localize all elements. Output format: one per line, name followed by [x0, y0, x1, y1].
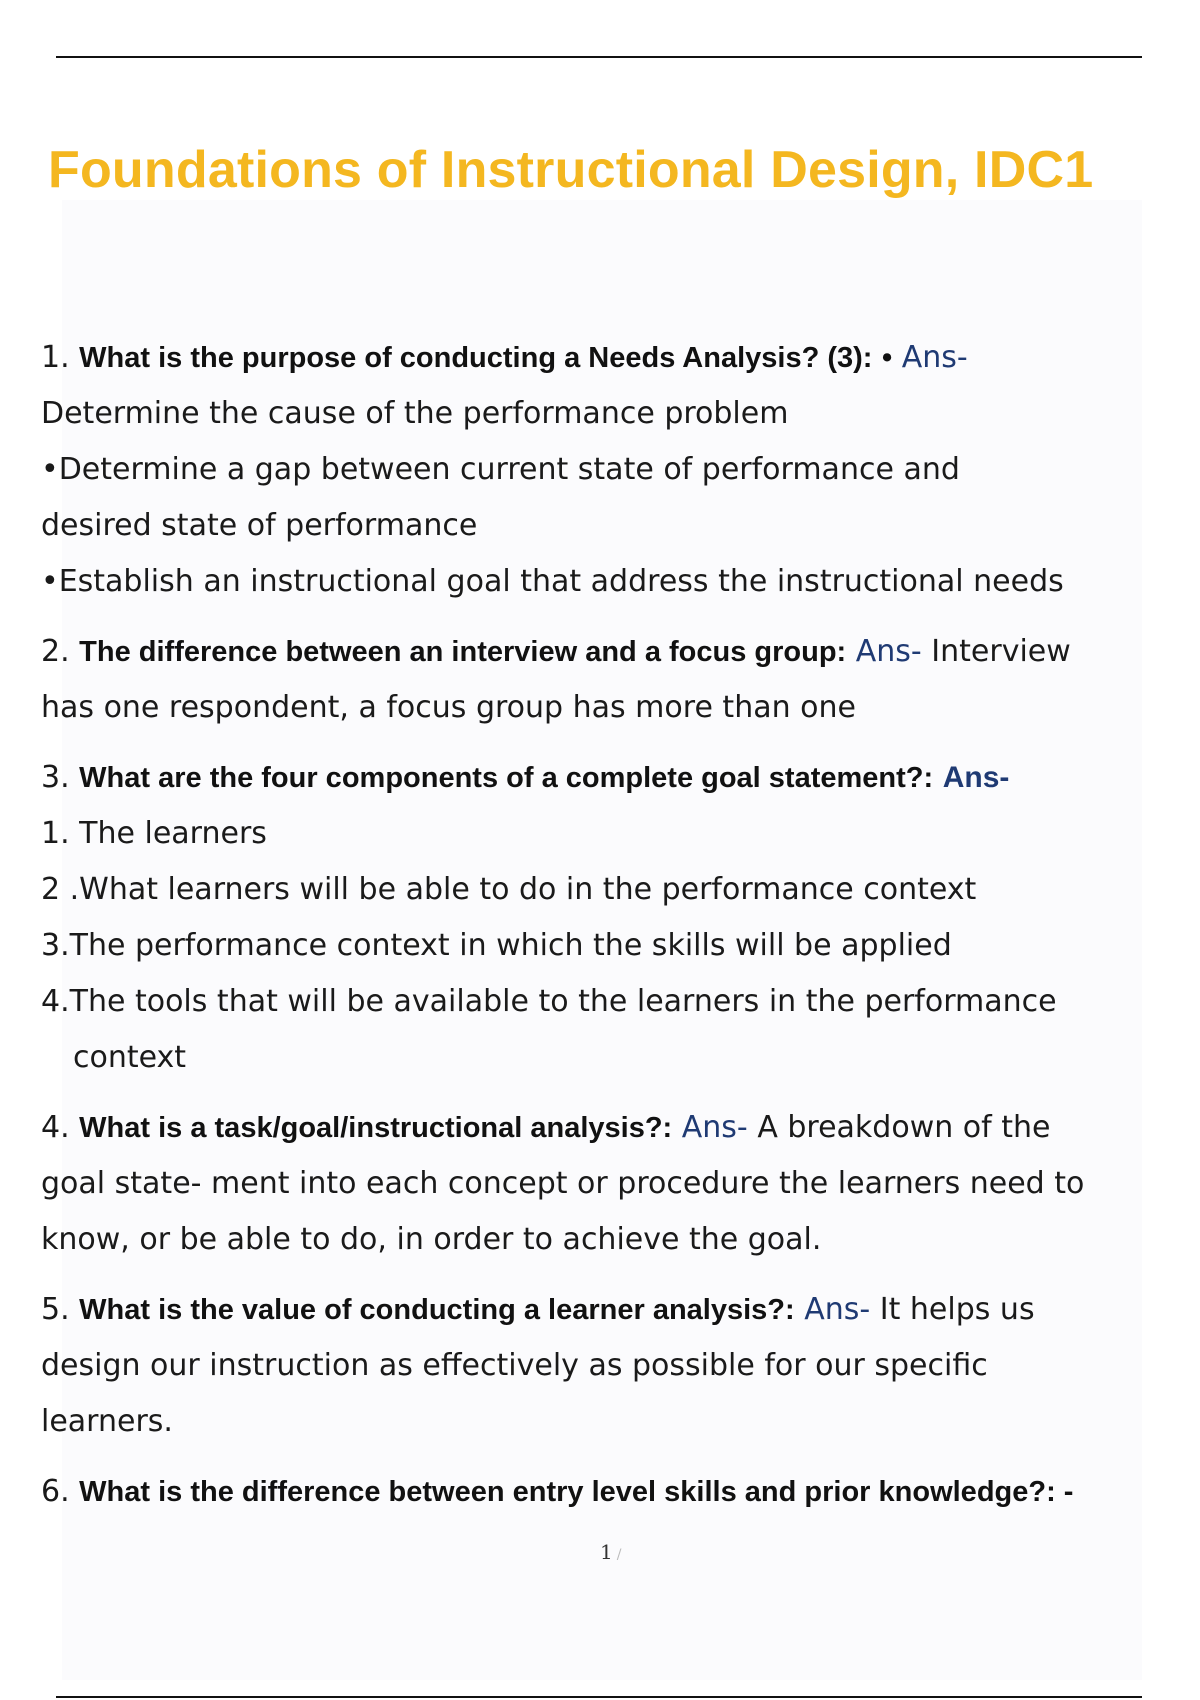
answer-inline: Interview: [931, 634, 1071, 669]
answer-line: learners.: [41, 1404, 173, 1439]
answer-label: Ans-: [804, 1292, 871, 1327]
page-number: [600, 1540, 621, 1564]
question-number: 3.: [41, 760, 70, 795]
question-item: [41, 1282, 1181, 1450]
answer-line: know, or be able to do, in order to achieve the goal.: [41, 1222, 822, 1257]
answer-line: has one respondent, a focus group has more than one: [41, 690, 856, 725]
answer-line: •Determine a gap between current state of performance and: [41, 452, 960, 487]
answer-inline: It helps us: [879, 1292, 1035, 1327]
question-text: What are the four components of a complete goal statement?:: [79, 762, 934, 794]
question-item: [41, 330, 1181, 610]
answer-line: Determine the cause of the performance problem: [41, 396, 789, 431]
page-number-slash: /: [616, 1547, 622, 1563]
answer-line: 2 .What learners will be able to do in the performance context: [41, 872, 977, 907]
answer-label: Ans-: [901, 340, 968, 375]
answer-label: Ans-: [942, 761, 1010, 794]
question-text: The difference between an interview and a focus group:: [79, 636, 847, 668]
question-item: [41, 1464, 1181, 1520]
answer-inline: A breakdown of the: [757, 1110, 1051, 1145]
question-number: 5.: [41, 1292, 70, 1327]
page-number-value: 1: [600, 1540, 613, 1564]
answer-line: context: [73, 1040, 187, 1075]
answer-line: 3.The performance context in which the skills will be applied: [41, 928, 952, 963]
question-text: What is a task/goal/instructional analysis?:: [79, 1112, 673, 1144]
question-number: 6.: [41, 1474, 70, 1509]
question-number: 4.: [41, 1110, 70, 1145]
answer-line: 4.The tools that will be available to the learners in the performance: [41, 984, 1057, 1019]
answer-line: goal state- ment into each concept or procedure the learners need to: [41, 1166, 1085, 1201]
question-number: 2.: [41, 634, 70, 669]
question-item: [41, 624, 1181, 736]
question-text: What is the difference between entry level skills and prior knowledge?: -: [79, 1476, 1074, 1508]
bottom-rule: [56, 1696, 1142, 1698]
answer-line: design our instruction as effectively as possible for our specific: [41, 1348, 988, 1383]
question-number: 1.: [41, 340, 70, 375]
qa-content: [41, 330, 1181, 1534]
answer-line: •Establish an instructional goal that address the instructional needs: [41, 564, 1064, 599]
question-text: What is the purpose of conducting a Needs Analysis? (3):: [79, 342, 873, 374]
bullet-glyph: •: [882, 342, 893, 374]
question-text: What is the value of conducting a learner analysis?:: [79, 1294, 795, 1326]
answer-label: Ans-: [855, 634, 922, 669]
document-title: Foundations of Instructional Design, IDC1: [48, 141, 1094, 199]
top-rule: [56, 56, 1142, 58]
answer-line: 1. The learners: [41, 816, 267, 851]
answer-label: Ans-: [681, 1110, 748, 1145]
answer-line: desired state of performance: [41, 508, 478, 543]
question-item: [41, 750, 1181, 1086]
question-item: [41, 1100, 1181, 1268]
